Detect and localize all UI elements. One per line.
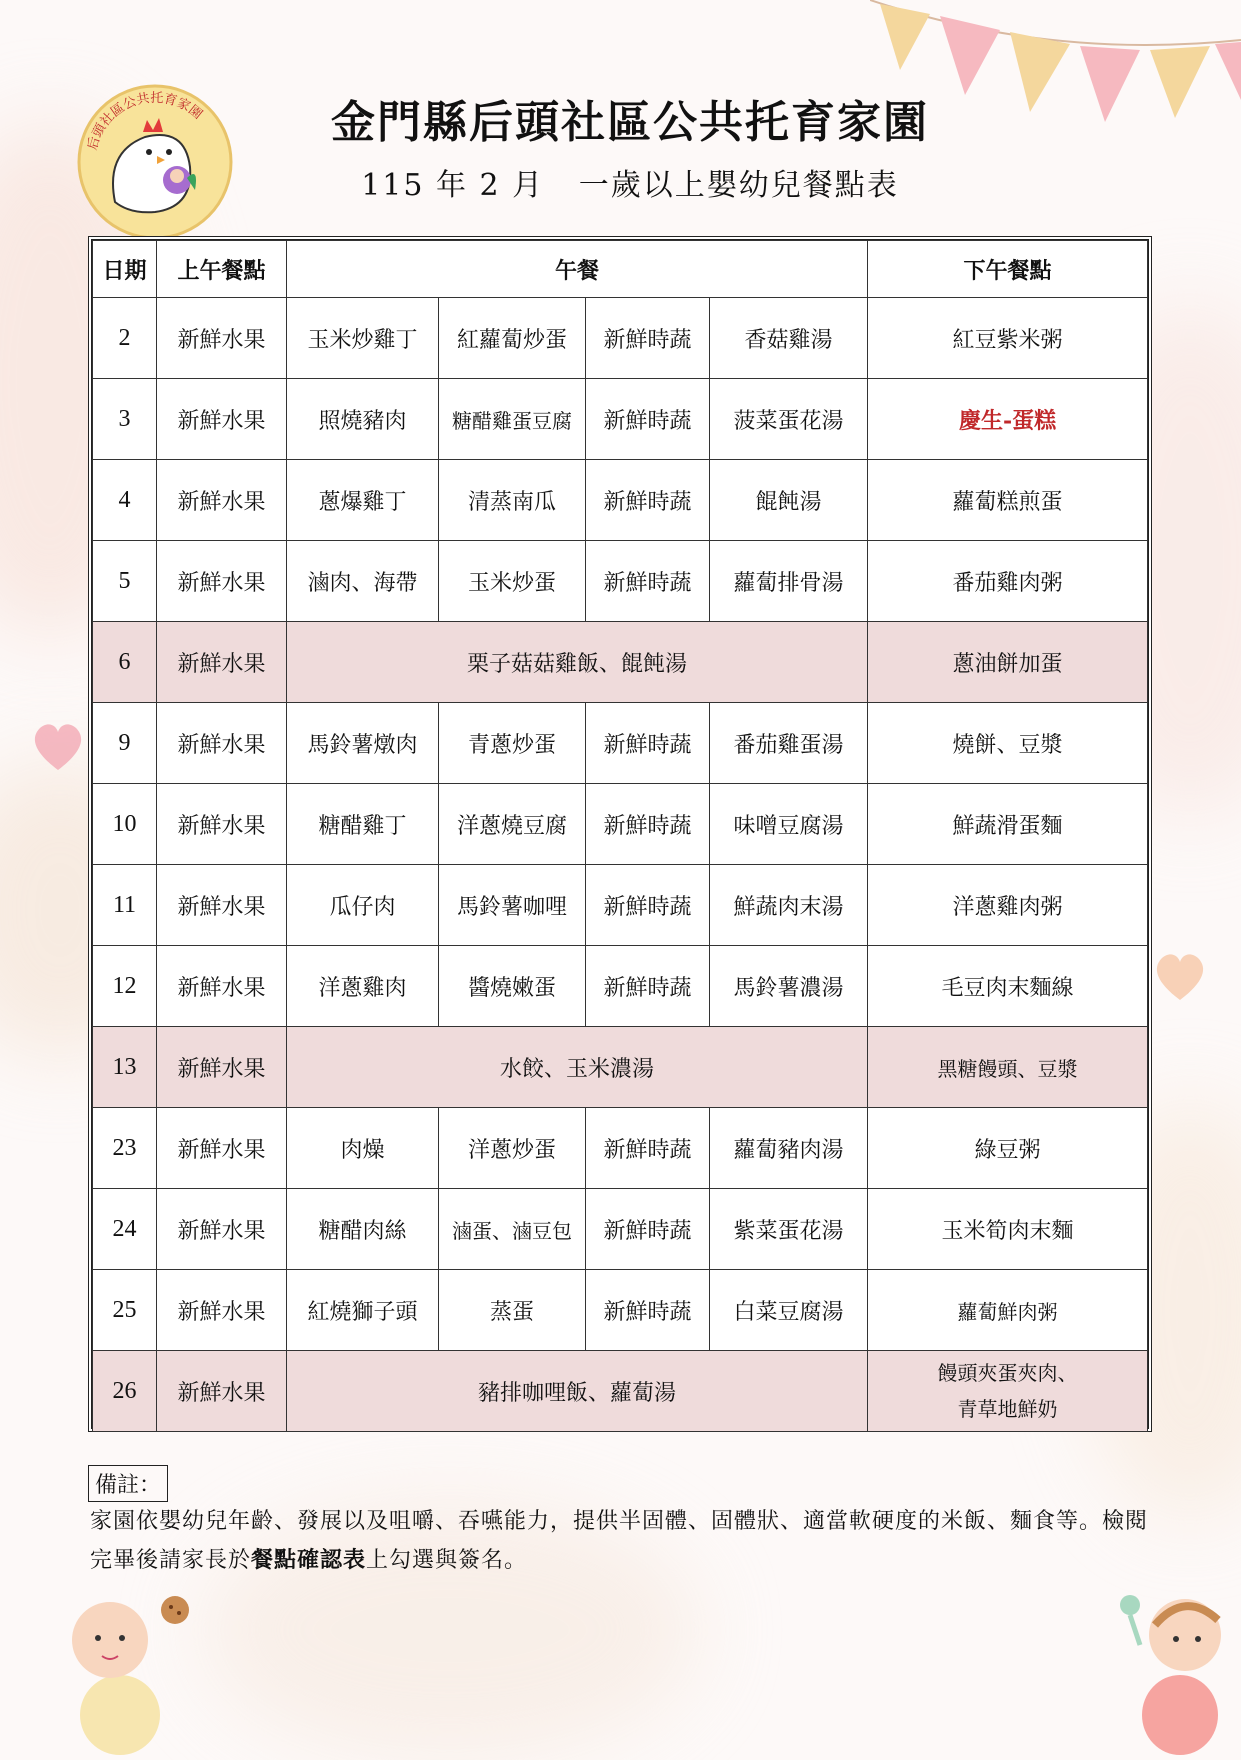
cell-date: 9 xyxy=(93,703,157,784)
cell-morning: 新鮮水果 xyxy=(157,1270,287,1351)
cell-afternoon xyxy=(868,1351,1148,1432)
cell-lunch-veg: 新鮮時蔬 xyxy=(586,865,710,946)
cell-lunch-soup: 味噌豆腐湯 xyxy=(710,784,868,865)
table-row xyxy=(93,1270,1148,1351)
cell-date: 13 xyxy=(93,1027,157,1108)
heart-icon xyxy=(1150,946,1210,1006)
col-header-date: 日期 xyxy=(93,241,157,298)
cell-lunch-main: 肉燥 xyxy=(287,1108,439,1189)
cell-lunch-side: 醬燒嫩蛋 xyxy=(439,946,586,1027)
notes-label: 備註： xyxy=(88,1465,168,1502)
cell-date: 6 xyxy=(93,622,157,703)
cell-lunch-veg: 新鮮時蔬 xyxy=(586,703,710,784)
cell-morning: 新鮮水果 xyxy=(157,946,287,1027)
notes-text-part: 家園依嬰幼兒年齡、發展以及咀嚼、吞嚥能力，提供半固體、固體狀、適當軟硬度的米飯、麵食等。檢閱完畢後請家長於 xyxy=(90,1509,1149,1573)
cell-lunch-soup: 白菜豆腐湯 xyxy=(710,1270,868,1351)
notes-bold-term: 餐點確認表 xyxy=(251,1547,367,1573)
table-row xyxy=(93,784,1148,865)
cell-date: 11 xyxy=(93,865,157,946)
cell-lunch-soup: 香菇雞湯 xyxy=(710,298,868,379)
cell-lunch-soup: 菠菜蛋花湯 xyxy=(710,379,868,460)
table-row xyxy=(93,298,1148,379)
cell-afternoon: 蘿蔔糕煎蛋 xyxy=(868,460,1148,541)
table-row xyxy=(93,379,1148,460)
table-row xyxy=(93,541,1148,622)
menu-table xyxy=(88,236,1152,1432)
cell-afternoon: 蔥油餅加蛋 xyxy=(868,622,1148,703)
cell-lunch-side: 洋蔥燒豆腐 xyxy=(439,784,586,865)
cell-lunch-main: 玉米炒雞丁 xyxy=(287,298,439,379)
cell-morning: 新鮮水果 xyxy=(157,541,287,622)
cell-date: 2 xyxy=(93,298,157,379)
cell-afternoon: 番茄雞肉粥 xyxy=(868,541,1148,622)
cell-lunch-merged: 水餃、玉米濃湯 xyxy=(287,1027,868,1108)
cell-lunch-soup: 蘿蔔豬肉湯 xyxy=(710,1108,868,1189)
cell-afternoon: 燒餅、豆漿 xyxy=(868,703,1148,784)
table-row xyxy=(93,1108,1148,1189)
cell-date: 25 xyxy=(93,1270,157,1351)
cell-afternoon-birthday: 慶生-蛋糕 xyxy=(868,379,1148,460)
cell-morning: 新鮮水果 xyxy=(157,298,287,379)
logo-text: 后頭社區公共托育家園 xyxy=(85,90,205,152)
cell-afternoon: 鮮蔬滑蛋麵 xyxy=(868,784,1148,865)
cell-morning: 新鮮水果 xyxy=(157,1351,287,1432)
cell-afternoon: 綠豆粥 xyxy=(868,1108,1148,1189)
baby-right-illustration xyxy=(1110,1565,1241,1755)
table-header-row xyxy=(93,241,1148,298)
cell-afternoon: 毛豆肉末麵線 xyxy=(868,946,1148,1027)
cell-lunch-side: 蒸蛋 xyxy=(439,1270,586,1351)
cell-morning: 新鮮水果 xyxy=(157,622,287,703)
cell-lunch-side: 紅蘿蔔炒蛋 xyxy=(439,298,586,379)
cell-date: 3 xyxy=(93,379,157,460)
cell-lunch-veg: 新鮮時蔬 xyxy=(586,1108,710,1189)
cell-lunch-main: 糖醋雞丁 xyxy=(287,784,439,865)
cell-lunch-soup: 蘿蔔排骨湯 xyxy=(710,541,868,622)
cell-afternoon: 黑糖饅頭、豆漿 xyxy=(868,1027,1148,1108)
cell-lunch-side: 清蒸南瓜 xyxy=(439,460,586,541)
cell-lunch-main: 糖醋肉絲 xyxy=(287,1189,439,1270)
page-subtitle: 115 年 2 月 一歲以上嬰幼兒餐點表 xyxy=(361,168,899,203)
cell-lunch-veg: 新鮮時蔬 xyxy=(586,379,710,460)
cell-date: 24 xyxy=(93,1189,157,1270)
table-row-highlight xyxy=(93,1351,1148,1432)
cell-lunch-soup: 馬鈴薯濃湯 xyxy=(710,946,868,1027)
col-header-lunch: 午餐 xyxy=(287,241,868,298)
cell-lunch-veg: 新鮮時蔬 xyxy=(586,784,710,865)
cell-afternoon: 蘿蔔鮮肉粥 xyxy=(868,1270,1148,1351)
cell-morning: 新鮮水果 xyxy=(157,379,287,460)
cell-afternoon-line: 饅頭夾蛋夾肉、 xyxy=(937,1361,1078,1385)
cell-lunch-main: 紅燒獅子頭 xyxy=(287,1270,439,1351)
cell-morning: 新鮮水果 xyxy=(157,1027,287,1108)
cell-lunch-veg: 新鮮時蔬 xyxy=(586,946,710,1027)
cell-morning: 新鮮水果 xyxy=(157,784,287,865)
cell-morning: 新鮮水果 xyxy=(157,703,287,784)
cell-lunch-side: 滷蛋、滷豆包 xyxy=(439,1189,586,1270)
col-header-morning: 上午餐點 xyxy=(157,241,287,298)
table-row xyxy=(93,1189,1148,1270)
cell-lunch-veg: 新鮮時蔬 xyxy=(586,541,710,622)
cell-lunch-veg: 新鮮時蔬 xyxy=(586,298,710,379)
cell-lunch-main: 照燒豬肉 xyxy=(287,379,439,460)
cell-lunch-main: 瓜仔肉 xyxy=(287,865,439,946)
cell-lunch-side: 馬鈴薯咖哩 xyxy=(439,865,586,946)
cell-morning: 新鮮水果 xyxy=(157,865,287,946)
cell-lunch-veg: 新鮮時蔬 xyxy=(586,1270,710,1351)
notes-text xyxy=(90,1503,1150,1580)
cell-lunch-merged: 栗子菇菇雞飯、餛飩湯 xyxy=(287,622,868,703)
heart-icon xyxy=(28,716,88,776)
table-row xyxy=(93,460,1148,541)
table-row-highlight xyxy=(93,622,1148,703)
cell-morning: 新鮮水果 xyxy=(157,1108,287,1189)
cell-date: 10 xyxy=(93,784,157,865)
cell-date: 5 xyxy=(93,541,157,622)
cell-lunch-soup: 紫菜蛋花湯 xyxy=(710,1189,868,1270)
cell-afternoon: 玉米筍肉末麵 xyxy=(868,1189,1148,1270)
cell-lunch-main: 洋蔥雞肉 xyxy=(287,946,439,1027)
table-row-highlight xyxy=(93,1027,1148,1108)
page-title: 金門縣后頭社區公共托育家園 xyxy=(331,97,929,148)
cell-lunch-veg: 新鮮時蔬 xyxy=(586,460,710,541)
baby-left-illustration xyxy=(40,1580,200,1755)
table-row xyxy=(93,946,1148,1027)
cell-morning: 新鮮水果 xyxy=(157,1189,287,1270)
cell-lunch-veg: 新鮮時蔬 xyxy=(586,1189,710,1270)
cell-lunch-soup: 餛飩湯 xyxy=(710,460,868,541)
cell-lunch-side: 玉米炒蛋 xyxy=(439,541,586,622)
cell-afternoon-line: 青草地鮮奶 xyxy=(957,1397,1058,1421)
cell-lunch-soup: 鮮蔬肉末湯 xyxy=(710,865,868,946)
cell-afternoon: 洋蔥雞肉粥 xyxy=(868,865,1148,946)
cell-lunch-soup: 番茄雞蛋湯 xyxy=(710,703,868,784)
logo-rooster-icon xyxy=(75,82,235,242)
cell-date: 4 xyxy=(93,460,157,541)
cell-date: 26 xyxy=(93,1351,157,1432)
notes-text-part: 上勾選與簽名。 xyxy=(366,1548,528,1573)
cell-morning: 新鮮水果 xyxy=(157,460,287,541)
table-row xyxy=(93,703,1148,784)
cell-lunch-main: 滷肉、海帶 xyxy=(287,541,439,622)
cell-lunch-main: 馬鈴薯燉肉 xyxy=(287,703,439,784)
cell-date: 23 xyxy=(93,1108,157,1189)
col-header-afternoon: 下午餐點 xyxy=(868,241,1148,298)
cell-afternoon: 紅豆紫米粥 xyxy=(868,298,1148,379)
cell-lunch-merged: 豬排咖哩飯、蘿蔔湯 xyxy=(287,1351,868,1432)
cell-lunch-side: 糖醋雞蛋豆腐 xyxy=(439,379,586,460)
cell-lunch-side: 青蔥炒蛋 xyxy=(439,703,586,784)
cell-date: 12 xyxy=(93,946,157,1027)
cell-lunch-side: 洋蔥炒蛋 xyxy=(439,1108,586,1189)
cell-lunch-main: 蔥爆雞丁 xyxy=(287,460,439,541)
table-row xyxy=(93,865,1148,946)
